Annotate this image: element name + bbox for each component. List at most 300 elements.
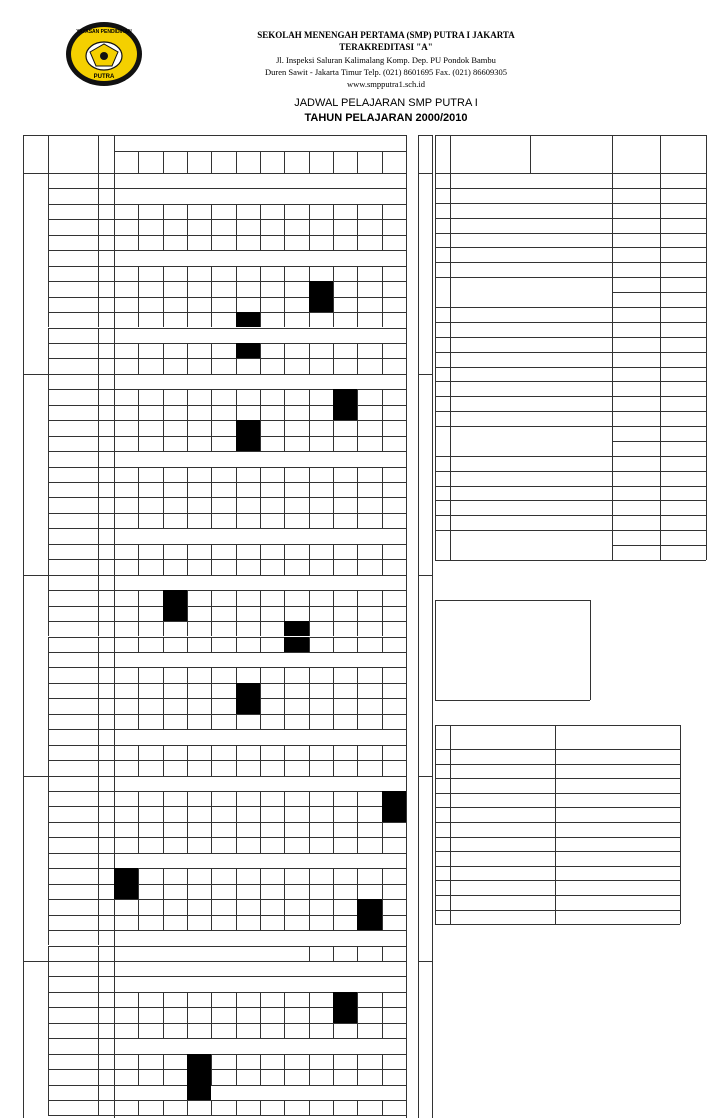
period-cell	[98, 946, 114, 961]
class-cell	[163, 806, 187, 821]
merged-cell	[333, 946, 357, 961]
wali-kelas-header	[555, 725, 680, 749]
class-cell	[163, 868, 187, 883]
highlighted-cell	[333, 992, 357, 1007]
highlighted-cell	[236, 436, 260, 451]
period-cell	[98, 312, 114, 327]
class-cell	[236, 884, 260, 899]
class-cell	[114, 1023, 138, 1038]
class-cell	[357, 1100, 381, 1115]
grid-line	[23, 173, 406, 174]
period-cell	[98, 436, 114, 451]
class-cell	[211, 791, 235, 806]
wali-kelas	[555, 822, 680, 837]
kelas-right-header	[660, 135, 706, 173]
teacher-no	[435, 247, 450, 262]
merged-cell	[114, 250, 406, 265]
class-cell	[114, 590, 138, 605]
day-label	[31, 996, 41, 1096]
class-cell	[333, 544, 357, 559]
class-cell	[284, 312, 308, 327]
wali-kelas	[555, 749, 680, 764]
period-cell	[98, 559, 114, 574]
grid-line	[48, 1115, 406, 1116]
class-cell	[382, 235, 406, 250]
teacher-classes	[660, 530, 706, 545]
class-cell	[211, 389, 235, 404]
wali-kelas	[555, 807, 680, 822]
teacher-no	[435, 188, 450, 203]
time-cell	[48, 637, 98, 652]
class-cell	[357, 497, 381, 512]
class-cell	[309, 637, 333, 652]
merged-cell	[357, 946, 381, 961]
class-cell	[211, 281, 235, 296]
class-cell	[187, 235, 211, 250]
class-cell	[114, 1069, 138, 1084]
class-cell	[333, 745, 357, 760]
class-cell	[382, 837, 406, 852]
teacher-name	[450, 307, 612, 322]
class-cell	[236, 637, 260, 652]
class-cell	[187, 343, 211, 358]
highlighted-cell	[284, 637, 308, 652]
time-cell	[48, 976, 98, 991]
teacher-no	[435, 486, 450, 501]
class-cell	[260, 513, 284, 528]
class-cell	[357, 297, 381, 312]
class-cell	[260, 992, 284, 1007]
grid-line	[432, 173, 433, 374]
class-cell	[382, 590, 406, 605]
class-cell	[236, 806, 260, 821]
merged-cell	[114, 173, 406, 188]
class-cell	[260, 420, 284, 435]
period-cell	[98, 188, 114, 203]
teacher-name	[450, 322, 612, 337]
teacher-no	[435, 411, 450, 441]
wali-kelas	[555, 851, 680, 866]
class-cell	[236, 389, 260, 404]
class-cell	[357, 219, 381, 234]
class-cell	[382, 297, 406, 312]
class-cell	[357, 791, 381, 806]
grid-line	[357, 946, 358, 961]
class-cell	[382, 281, 406, 296]
merged-cell	[114, 853, 406, 868]
teacher-no	[435, 218, 450, 233]
merged-cell	[114, 1085, 406, 1100]
class-cell	[357, 544, 381, 559]
highlighted-cell	[309, 297, 333, 312]
class-cell	[138, 281, 162, 296]
teacher-no	[435, 262, 450, 292]
wali-no-header	[435, 725, 450, 749]
class-header	[260, 151, 284, 173]
highlighted-cell	[187, 1085, 211, 1100]
period-cell	[98, 637, 114, 652]
class-cell	[357, 698, 381, 713]
class-cell	[114, 436, 138, 451]
period-cell	[98, 930, 114, 945]
teacher-name	[450, 352, 612, 367]
class-cell	[309, 420, 333, 435]
class-cell	[260, 405, 284, 420]
schedule-subtitle: TAHUN PELAJARAN 2000/2010	[304, 112, 468, 124]
period-cell	[98, 281, 114, 296]
class-cell	[382, 204, 406, 219]
class-cell	[236, 497, 260, 512]
class-cell	[382, 745, 406, 760]
class-cell	[357, 745, 381, 760]
class-cell	[163, 621, 187, 636]
class-header	[284, 151, 308, 173]
class-cell	[114, 760, 138, 775]
class-cell	[382, 899, 406, 914]
class-cell	[187, 389, 211, 404]
class-cell	[236, 606, 260, 621]
class-cell	[333, 420, 357, 435]
class-cell	[333, 837, 357, 852]
waktu-header	[48, 135, 98, 173]
class-cell	[357, 405, 381, 420]
class-cell	[114, 606, 138, 621]
teacher-classes	[660, 233, 706, 248]
wali-name	[450, 822, 555, 837]
merged-cell	[114, 946, 309, 961]
class-cell	[382, 1007, 406, 1022]
teacher-no	[435, 396, 450, 411]
merged-cell	[114, 575, 211, 590]
class-cell	[309, 467, 333, 482]
class-cell	[163, 235, 187, 250]
class-cell	[138, 420, 162, 435]
class-cell	[211, 358, 235, 373]
nama-guru-header	[450, 135, 612, 173]
class-cell	[357, 235, 381, 250]
class-cell	[138, 312, 162, 327]
class-cell	[138, 590, 162, 605]
class-cell	[138, 791, 162, 806]
merged-cell	[114, 328, 406, 343]
class-cell	[284, 745, 308, 760]
class-cell	[333, 513, 357, 528]
teacher-no	[435, 173, 450, 188]
period-cell	[98, 776, 114, 791]
grid-line	[23, 575, 406, 576]
class-cell	[382, 405, 406, 420]
class-cell	[211, 266, 235, 281]
time-cell	[48, 528, 98, 543]
class-cell	[187, 358, 211, 373]
class-cell	[236, 714, 260, 729]
teacher-subject	[612, 188, 660, 203]
highlighted-cell	[187, 1054, 211, 1069]
signature-place-date	[480, 922, 660, 936]
class-cell	[284, 513, 308, 528]
class-cell	[187, 637, 211, 652]
class-cell	[260, 1023, 284, 1038]
class-cell	[333, 1100, 357, 1115]
time-cell	[48, 559, 98, 574]
time-cell	[48, 946, 98, 961]
teacher-subject	[612, 173, 660, 188]
class-cell	[114, 358, 138, 373]
class-cell	[382, 637, 406, 652]
class-cell	[260, 822, 284, 837]
class-cell	[333, 1023, 357, 1038]
class-cell	[382, 1023, 406, 1038]
time-cell	[48, 173, 98, 188]
class-cell	[187, 714, 211, 729]
teacher-name	[450, 545, 612, 560]
class-cell	[163, 420, 187, 435]
wali-no	[435, 749, 450, 764]
class-cell	[236, 837, 260, 852]
class-cell	[211, 513, 235, 528]
time-cell	[48, 729, 98, 744]
class-cell	[138, 358, 162, 373]
signature-position	[480, 938, 660, 952]
class-cell	[284, 544, 308, 559]
period-cell	[98, 667, 114, 682]
wali-name-header	[450, 725, 555, 749]
class-cell	[138, 1100, 162, 1115]
class-cell	[260, 667, 284, 682]
grid-line	[418, 575, 419, 776]
class-cell	[187, 1100, 211, 1115]
class-cell	[284, 992, 308, 1007]
kelas-header	[114, 136, 406, 151]
class-cell	[260, 235, 284, 250]
class-cell	[138, 621, 162, 636]
class-cell	[260, 1007, 284, 1022]
wali-name	[450, 866, 555, 881]
merged-cell	[309, 946, 333, 961]
class-cell	[260, 559, 284, 574]
teacher-subject	[612, 500, 660, 515]
class-cell	[357, 1007, 381, 1022]
merged-cell	[114, 188, 406, 203]
class-cell	[138, 992, 162, 1007]
grid-line	[418, 374, 419, 575]
class-header	[357, 151, 381, 173]
class-cell	[187, 992, 211, 1007]
class-cell	[163, 1100, 187, 1115]
school-name: SEKOLAH MENENGAH PERTAMA (SMP) PUTRA I JAKARTA	[257, 30, 515, 40]
class-cell	[309, 899, 333, 914]
period-cell	[98, 698, 114, 713]
class-cell	[138, 436, 162, 451]
class-cell	[357, 606, 381, 621]
merged-cell	[236, 374, 406, 389]
piket-header	[421, 134, 429, 174]
class-cell	[260, 621, 284, 636]
time-cell	[48, 714, 98, 729]
class-cell	[211, 868, 235, 883]
class-cell	[357, 467, 381, 482]
period-cell	[98, 374, 114, 389]
merged-cell	[114, 930, 406, 945]
class-cell	[138, 544, 162, 559]
class-header	[236, 151, 260, 173]
teacher-subject	[612, 367, 660, 382]
teacher-name	[450, 396, 612, 411]
class-cell	[138, 822, 162, 837]
period-cell	[98, 513, 114, 528]
teacher-no	[435, 545, 450, 560]
class-cell	[187, 467, 211, 482]
class-cell	[382, 884, 406, 899]
class-cell	[309, 1069, 333, 1084]
time-cell	[48, 621, 98, 636]
class-cell	[309, 822, 333, 837]
class-cell	[114, 544, 138, 559]
teacher-no	[435, 307, 450, 322]
piket-name	[420, 976, 430, 1116]
class-cell	[114, 837, 138, 852]
class-cell	[333, 791, 357, 806]
class-cell	[114, 266, 138, 281]
class-cell	[163, 1054, 187, 1069]
period-cell	[98, 420, 114, 435]
class-cell	[382, 420, 406, 435]
class-cell	[260, 590, 284, 605]
grid-line	[418, 961, 432, 962]
time-cell	[48, 1100, 98, 1115]
class-cell	[260, 714, 284, 729]
period-cell	[98, 328, 114, 343]
class-cell	[309, 1054, 333, 1069]
grid-line	[418, 135, 419, 173]
time-cell	[48, 389, 98, 404]
class-cell	[284, 389, 308, 404]
teacher-classes	[660, 188, 706, 203]
class-cell	[382, 915, 406, 930]
class-cell	[187, 436, 211, 451]
class-cell	[211, 915, 235, 930]
class-cell	[260, 637, 284, 652]
time-cell	[48, 451, 98, 466]
class-cell	[357, 1023, 381, 1038]
class-cell	[163, 791, 187, 806]
class-cell	[114, 467, 138, 482]
teacher-no	[435, 515, 450, 545]
period-cell	[98, 961, 114, 976]
time-cell	[48, 250, 98, 265]
period-cell	[98, 791, 114, 806]
time-cell	[48, 930, 98, 945]
class-cell	[333, 667, 357, 682]
class-cell	[138, 806, 162, 821]
grid-line	[333, 946, 334, 961]
class-cell	[284, 281, 308, 296]
class-cell	[138, 235, 162, 250]
teacher-classes	[660, 322, 706, 337]
class-cell	[138, 497, 162, 512]
class-cell	[236, 544, 260, 559]
class-cell	[211, 436, 235, 451]
class-cell	[138, 884, 162, 899]
wali-no	[435, 837, 450, 852]
class-cell	[187, 420, 211, 435]
wali-name	[450, 793, 555, 808]
class-cell	[236, 621, 260, 636]
time-cell	[48, 1007, 98, 1022]
piket-name	[420, 605, 430, 745]
class-cell	[260, 497, 284, 512]
class-cell	[138, 683, 162, 698]
class-cell	[382, 683, 406, 698]
period-cell	[98, 806, 114, 821]
time-cell	[48, 544, 98, 559]
class-cell	[382, 992, 406, 1007]
wali-no	[435, 793, 450, 808]
class-cell	[163, 1007, 187, 1022]
kode-header	[439, 134, 447, 174]
class-cell	[114, 1054, 138, 1069]
class-cell	[260, 312, 284, 327]
class-cell	[357, 992, 381, 1007]
note-line	[448, 664, 588, 678]
class-cell	[187, 297, 211, 312]
time-cell	[48, 575, 98, 590]
class-cell	[333, 297, 357, 312]
period-cell	[98, 405, 114, 420]
teacher-subject	[612, 218, 660, 233]
class-cell	[284, 405, 308, 420]
class-cell	[309, 436, 333, 451]
class-cell	[357, 806, 381, 821]
period-cell	[98, 451, 114, 466]
wali-no	[435, 807, 450, 822]
class-cell	[284, 219, 308, 234]
class-cell	[187, 281, 211, 296]
merged-cell	[114, 961, 406, 976]
time-cell	[48, 899, 98, 914]
grid-line	[435, 700, 590, 701]
class-cell	[138, 915, 162, 930]
class-cell	[309, 621, 333, 636]
class-cell	[284, 1007, 308, 1022]
class-cell	[357, 621, 381, 636]
class-cell	[138, 868, 162, 883]
teacher-name	[450, 233, 612, 248]
class-cell	[357, 266, 381, 281]
class-cell	[357, 868, 381, 883]
period-cell	[98, 1054, 114, 1069]
class-cell	[333, 1054, 357, 1069]
class-cell	[138, 343, 162, 358]
teacher-classes	[660, 396, 706, 411]
class-cell	[114, 281, 138, 296]
grid-line	[680, 725, 681, 924]
class-cell	[382, 1054, 406, 1069]
class-cell	[187, 760, 211, 775]
time-cell	[48, 1023, 98, 1038]
grid-line	[432, 374, 433, 575]
merged-cell	[114, 729, 406, 744]
class-cell	[333, 312, 357, 327]
teacher-subject	[612, 456, 660, 471]
class-cell	[163, 884, 187, 899]
class-cell	[357, 667, 381, 682]
class-cell	[211, 822, 235, 837]
class-header	[163, 151, 187, 173]
class-cell	[187, 312, 211, 327]
class-cell	[163, 667, 187, 682]
class-cell	[236, 266, 260, 281]
